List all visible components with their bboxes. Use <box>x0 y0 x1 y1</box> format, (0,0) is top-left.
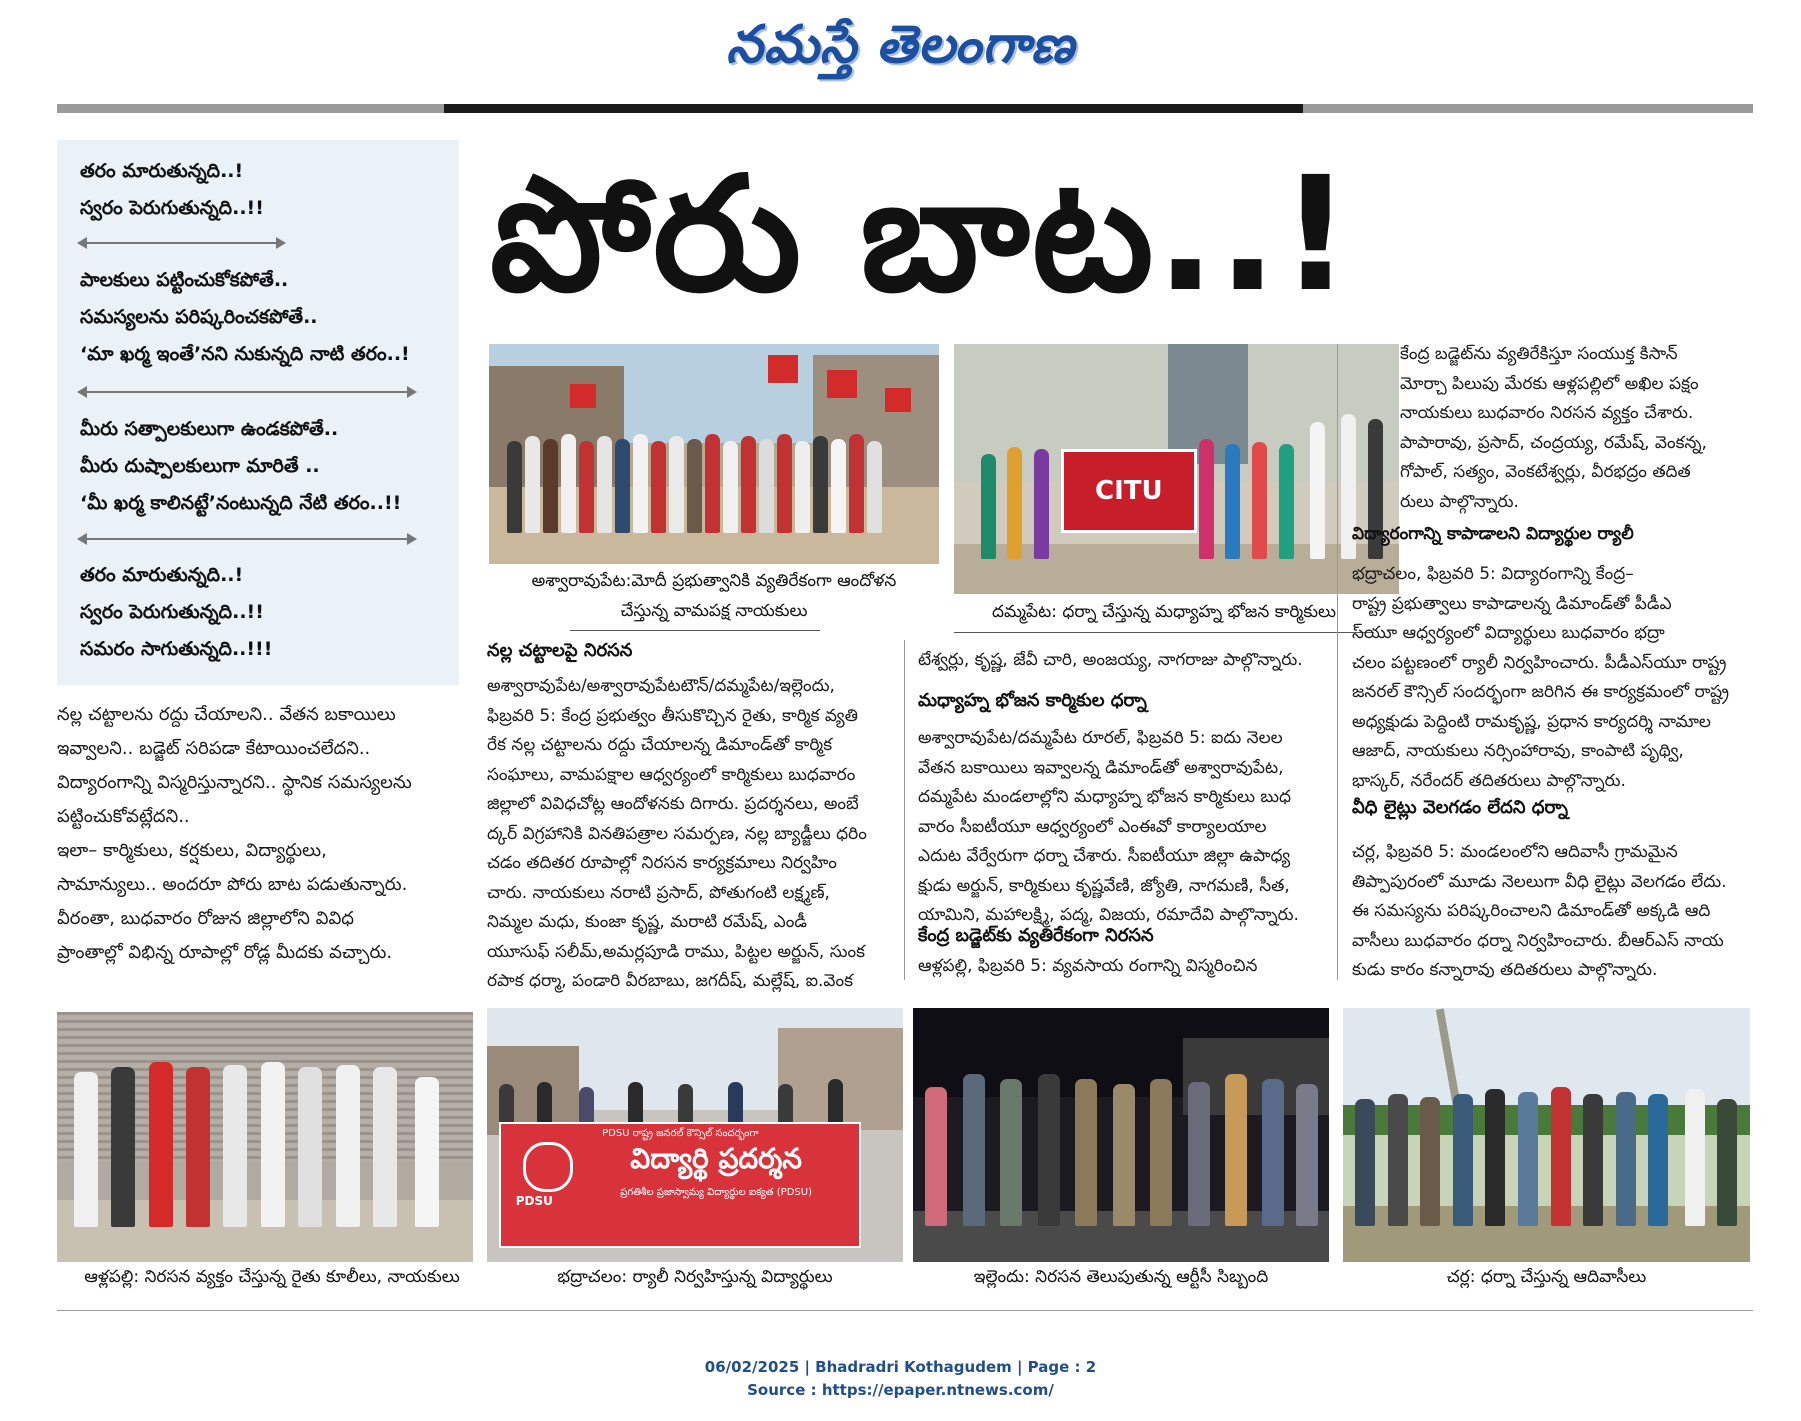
article-body: అశ్వారావుపేట/దమ్మపేట రూరల్, ఫిబ్రవరి 5: ఐదు నెలల వేతన బకాయిలు ఇవ్వాలన్న డిమాండ్‌తో అశ్వారావుపేట, దమ్మపేట మండలాల్లోని మధ్యాహ్న భోజన కార్మికులు బుధ వారం సీఐటీయూ ఆధ్వర్యంలో ఎంఈవో కార్యాలయాల ఎదుట వేర్వేరుగా ధర్నా చేశారు. సీఐటీయూ జిల్లా ఉపాధ్య క్షుడు అర్జున్, కార్మికులు కృష్ణవేణి, జ్యోతి, నాగమణి, సీత, యామిని, మహాలక్ష్మి, పద్మ, విజయ, రమాదేవి పాల్గొన్నారు. <box>918 728 1299 925</box>
photo-charla <box>1343 1008 1750 1262</box>
poem-line: ‘మా ఖర్మ ఇంతే’నని నుకున్నది నాటి తరం..! <box>80 343 410 365</box>
poem-line: స్వరం పెరుగుతున్నది..!! <box>80 197 264 219</box>
poem-line: పాలకులు పట్టించుకోకపోతే.. <box>80 269 289 291</box>
red-flag <box>768 355 798 383</box>
double-arrow-icon <box>79 242 284 244</box>
article-headline: మధ్యాహ్న భోజన కార్మికుల ధర్నా <box>918 690 1147 711</box>
column-rule <box>904 640 905 980</box>
poem-line: సమరం సాగుతున్నది..!!! <box>80 638 273 660</box>
masthead <box>0 0 1801 90</box>
red-flag <box>570 384 596 408</box>
page-meta: 06/02/2025 | Bhadradri Kothagudem | Page : 2 <box>704 1358 1097 1376</box>
poem-line: సమస్యలను పరిష్కరించకపోతే.. <box>80 306 318 328</box>
photo-caption: దమ్మపేట: ధర్నా చేస్తున్న మధ్యాహ్న భోజన కార్మికులు <box>992 602 1336 622</box>
article-body: ఆళ్లపల్లి, ఫిబ్రవరి 5: వ్యవసాయ రంగాన్ని విస్మరించిన <box>918 956 1258 976</box>
photo-illendu <box>913 1008 1329 1262</box>
double-arrow-icon <box>79 391 415 393</box>
pdsu-emblem-icon <box>523 1142 573 1192</box>
masthead-rule-left <box>57 104 444 113</box>
masthead-rule-right <box>1303 104 1753 113</box>
article-headline: నల్ల చట్టాలపై నిరసన <box>487 640 633 661</box>
caption-rule <box>954 632 1374 633</box>
photo-caption: చర్ల: ధర్నా చేస్తున్న ఆదివాసీలు <box>1446 1267 1647 1287</box>
photo-caption: ఇల్లెందు: నిరసన తెలుపుతున్న ఆర్టీసీ సిబ్బంది <box>973 1267 1269 1287</box>
intro-paragraph: నల్ల చట్టాలను రద్దు చేయాలని.. వేతన బకాయిలు ఇవ్వాలని.. బడ్జెట్ సరిపడా కేటాయించలేదని.. విద్యారంగాన్ని విస్మరిస్తున్నారని.. స్థానిక సమస్యలను పట్టించుకోవట్లేదని.. ఇలా– కార్మికులు, కర్షకులు, విద్యార్థులు, సామాన్యులు.. అందరూ పోరు బాట పడుతున్నారు. వీరంతా, బుధవారం రోజున జిల్లాలోని వివిధ ప్రాంతాల్లో విభిన్న రూపాల్లో రోడ్ల మీదకు వచ్చారు. <box>57 704 412 963</box>
photo-allapalli <box>57 1012 473 1262</box>
poem-line: ‘మీ ఖర్మ కాలినట్టే’నంటున్నది నేటి తరం..!! <box>80 492 402 514</box>
article-body: కేంద్ర బడ్జెట్‌ను వ్యతిరేకిస్తూ సంయుక్త కిసాన్ మోర్చా పిలుపు మేరకు ఆళ్లపల్లిలో అఖిల పక్షం నాయకులు బుధవారం నిరసన వ్యక్తం చేశారు. పాపారావు, ప్రసాద్, చంద్రయ్య, రమేష్, వెంకన్న, గోపాల్, సత్యం, వెంకటేశ్వర్లు, వీరభద్రం తదిత రులు పాల్గొన్నారు. <box>1400 344 1707 512</box>
citu-banner: CITU <box>1061 449 1197 533</box>
photo-caption: భద్రాచలం: ర్యాలీ నిర్వహిస్తున్న విద్యార్థులు <box>557 1267 833 1287</box>
main-headline: పోరు బాట..! <box>490 143 1354 327</box>
poem-box <box>57 140 459 685</box>
article-headline: కేంద్ర బడ్జెట్‌కు వ్యతిరేకంగా నిరసన <box>918 925 1154 946</box>
article-headline: విద్యారంగాన్ని కాపాడాలని విద్యార్థుల ర్యాలీ <box>1352 524 1634 544</box>
double-arrow-icon <box>79 538 415 540</box>
caption-rule <box>570 630 820 631</box>
red-flag <box>827 370 857 398</box>
red-flag <box>885 388 911 412</box>
photo-aswaraopeta <box>489 344 939 564</box>
newspaper-logo: నమస్తే తెలంగాణ <box>726 14 1075 75</box>
article-body: చర్ల, ఫిబ్రవరి 5: మండలంలోని ఆదివాసీ గ్రామమైన తిప్పాపురంలో మూడు నెలలుగా వీధి లైట్లు వెలగడం లేదు. ఈ సమస్యను పరిష్కరించాలని డిమాండ్‌తో అక్కడి ఆది వాసీలు బుధవారం ధర్నా నిర్వహించారు. బీఆర్ఎస్ నాయ కుడు కారం కన్నారావు తదితరులు పాల్గొన్నారు. <box>1352 842 1727 980</box>
article-body: భద్రాచలం, ఫిబ్రవరి 5: విద్యారంగాన్ని కేంద్ర– రాష్ట్ర ప్రభుత్వాలు కాపాడాలన్న డిమాండ్‌తో పీడీఎ స్‌యూ ఆధ్వర్యంలో విద్యార్థులు బుధవారం భద్రా చలం పట్టణంలో ర్యాలీ నిర్వహించారు. పీడీఎస్‌యూ రాష్ట్ర జనరల్ కౌన్సిల్ సందర్భంగా జరిగిన ఈ కార్యక్రమంలో రాష్ట్ర అధ్యక్షుడు పెద్దింటి రామకృష్ణ, ప్రధాన కార్యదర్శి నామాల ఆజాద్, నాయకులు నర్సింహారావు, కాంపాటి పృథ్వి, భాస్కర్, నరేందర్ తదితరులు పాల్గొన్నారు. <box>1352 564 1729 791</box>
masthead-rule-center <box>444 104 1303 113</box>
bottom-rule <box>57 1310 1753 1311</box>
source-link[interactable]: Source : https://epaper.ntnews.com/ <box>747 1381 1054 1399</box>
poem-line: స్వరం పెరుగుతున్నది..!! <box>80 601 264 623</box>
poem-line: తరం మారుతున్నది..! <box>80 160 244 182</box>
photo-caption: ఆళ్లపల్లి: నిరసన వ్యక్తం చేస్తున్న రైతు కూలీలు, నాయకులు <box>84 1267 460 1287</box>
article-body: అశ్వారావుపేట/అశ్వారావుపేటటౌన్/దమ్మపేట/ఇల్లెందు, ఫిబ్రవరి 5: కేంద్ర ప్రభుత్వం తీసుకొచ్చిన రైతు, కార్మిక వ్యతి రేక నల్ల చట్టాలను రద్దు చేయాలన్న డిమాండ్‌తో కార్మిక సంఘాలు, వామపక్షాల ఆధ్వర్యంలో కార్మికులు బుధవారం జిల్లాలో వివిధచోట్ల ఆందోళనకు దిగారు. ప్రదర్శనలు, అంబే ద్కర్ విగ్రహానికి వినతిపత్రాల సమర్పణ, నల్ల బ్యాడ్జీలు ధరిం చడం తదితర రూపాల్లో నిరసన కార్యక్రమాలు నిర్వహిం చారు. నాయకులు నరాటి ప్రసాద్, పోతుగంటి లక్ష్మణ్, నిమ్మల మధు, కుంజా కృష్ణ, మరాటి రమేష్, ఎండీ యూసుఫ్ సలీమ్,అమర్లపూడి రాము, పిట్టల అర్జున్, సుంక రపాక ధర్మా, పండారి వీరబాబు, జగదీష్, మల్లేష్, ఐ.వెంక <box>487 676 867 991</box>
photo-dammapeta <box>954 344 1399 594</box>
photo-caption: అశ్వారావుపేట:మోదీ ప్రభుత్వానికి వ్యతిరేకంగా ఆందోళన చేస్తున్న వామపక్ష నాయకులు <box>531 571 897 621</box>
poem-line: మీరు సత్పాలకులుగా ఉండకపోతే.. <box>80 418 339 440</box>
column-rule <box>1337 344 1338 980</box>
article-continuation: టేశ్వర్లు, కృష్ణ, జేవీ చారి, అంజయ్య, నాగరాజు పాల్గొన్నారు. <box>918 650 1303 670</box>
photo-bhadrachalam <box>487 1008 903 1262</box>
poem-line: తరం మారుతున్నది..! <box>80 564 244 586</box>
article-headline: వీధి లైట్లు వెలగడం లేదని ధర్నా <box>1352 797 1568 818</box>
poem-line: మీరు దుష్పాలకులుగా మారితే .. <box>80 455 320 477</box>
pdsu-banner: PDSU రాష్ట్ర జనరల్ కౌన్సిల్ సందర్భంగా విద్యార్థి ప్రదర్శన ప్రగతిశీల ప్రజాస్వామ్య విద్యార్థుల ఐక్యత (PDSU) PDSU <box>499 1122 861 1248</box>
